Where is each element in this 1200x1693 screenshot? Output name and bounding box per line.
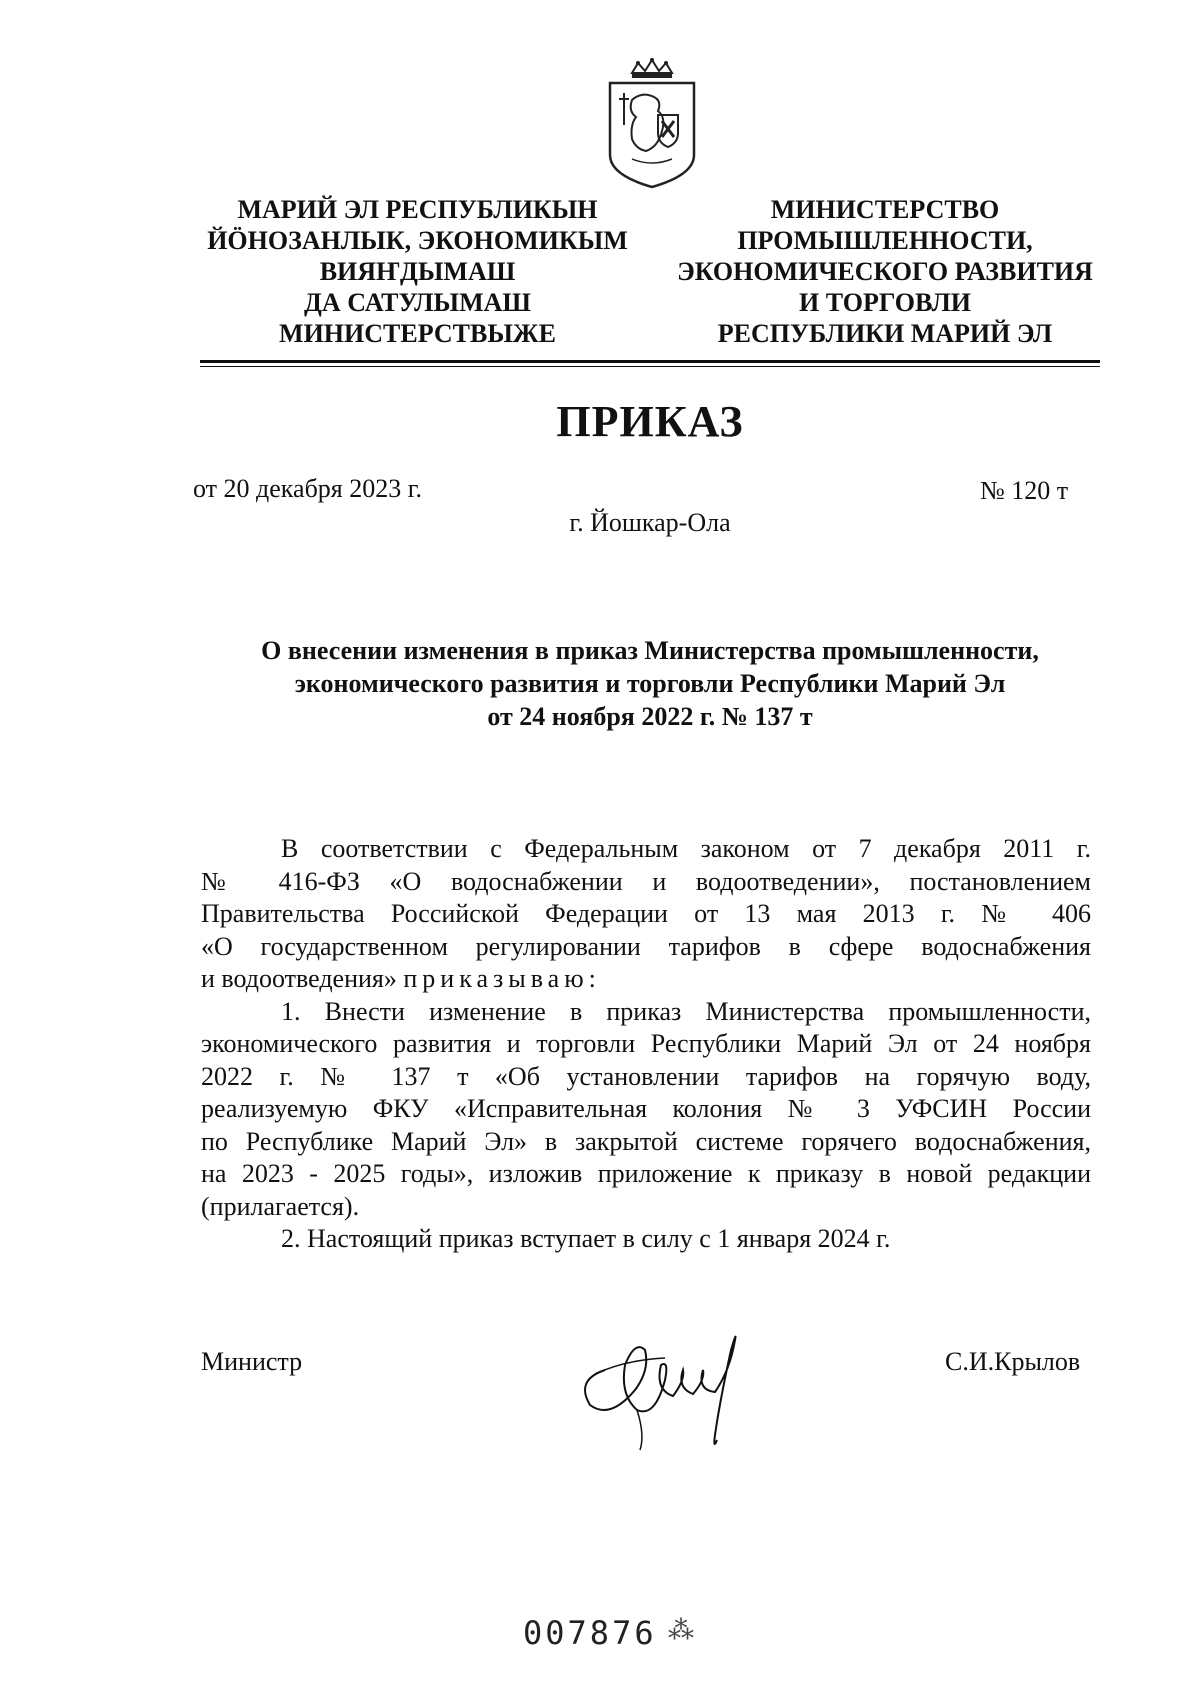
ministry-name-line: МИНИСТЕРСТВО bbox=[770, 195, 1000, 224]
document-number: № 120 т bbox=[980, 476, 1069, 505]
ministry-name-mari bbox=[190, 194, 645, 349]
ministry-name-line: МАРИЙ ЭЛ РЕСПУБЛИКЫН bbox=[237, 195, 598, 224]
document-date: от 20 декабря 2023 г. bbox=[193, 474, 422, 503]
item-1-line: экономического развития и торговли Республики Марий Эл от 24 ноября bbox=[201, 1029, 1091, 1058]
serial-mark: ⁂ bbox=[668, 1616, 694, 1645]
body-line: «О государственном регулировании тарифов в сфере водоснабжения bbox=[201, 931, 1091, 961]
ministry-name-line: И ТОРГОВЛИ bbox=[799, 288, 971, 317]
ministry-name-line: ВИЯҤДЫМАШ bbox=[319, 257, 516, 286]
document-body bbox=[201, 833, 1091, 1256]
item-1-line: по Республике Марий Эл» в закрытой системе горячего водоснабжения, bbox=[201, 1126, 1091, 1156]
subject-line: О внесении изменения в приказ Министерства промышленности, bbox=[261, 636, 1039, 665]
body-line: № 416-ФЗ «О водоснабжении и водоотведении», постановлением bbox=[201, 866, 1091, 896]
body-line: В соответствии с Федеральным законом от 7 декабря 2011 г. bbox=[281, 834, 1091, 863]
ministry-name-line: ЭКОНОМИЧЕСКОГО РАЗВИТИЯ bbox=[677, 257, 1093, 286]
document-city: г. Йошкар-Ола bbox=[569, 508, 731, 537]
signer-name: С.И.Крылов bbox=[945, 1347, 1081, 1376]
signer-position: Министр bbox=[201, 1347, 303, 1376]
handwritten-signature bbox=[565, 1310, 790, 1460]
ministry-name-line: МИНИСТЕРСТВЫЖЕ bbox=[279, 319, 556, 348]
item-1-line: на 2023 - 2025 годы», изложив приложение к приказу в новой редакции bbox=[201, 1159, 1091, 1188]
ministry-name-line: ДА САТУЛЫМАШ bbox=[304, 288, 531, 317]
item-1-line: 1. Внести изменение в приказ Министерства промышленности, bbox=[281, 996, 1091, 1026]
header-divider-thin bbox=[200, 366, 1100, 367]
item-2-line: 2. Настоящий приказ вступает в силу с 1 января 2024 г. bbox=[281, 1224, 891, 1253]
document-subject bbox=[200, 634, 1100, 733]
item-1-line: (прилагается). bbox=[201, 1191, 360, 1221]
document-title: ПРИКАЗ bbox=[556, 397, 744, 446]
item-1-line: реализуемую ФКУ «Исправительная колония № 3 УФСИН России bbox=[201, 1094, 1091, 1123]
header-divider-thick bbox=[200, 360, 1100, 363]
subject-line: экономического развития и торговли Республики Марий Эл bbox=[294, 669, 1006, 698]
body-line-text: и водоотведения» bbox=[201, 964, 397, 993]
form-serial-number: 007876 bbox=[523, 1614, 657, 1652]
item-1-line: 2022 г. № 137 т «Об установлении тарифов на горячую воду, bbox=[201, 1061, 1091, 1091]
ministry-name-line: ПРОМЫШЛЕННОСТИ, bbox=[737, 226, 1033, 255]
coat-of-arms-emblem bbox=[602, 55, 702, 193]
ministry-name-russian bbox=[670, 194, 1100, 349]
body-line: Правительства Российской Федерации от 13 мая 2013 г. № 406 bbox=[201, 899, 1091, 928]
subject-line: от 24 ноября 2022 г. № 137 т bbox=[487, 702, 813, 731]
order-word: приказываю: bbox=[403, 964, 601, 993]
ministry-name-line: ЙӦНОЗАНЛЫК, ЭКОНОМИКЫМ bbox=[207, 226, 628, 255]
body-line bbox=[201, 963, 1091, 996]
ministry-name-line: РЕСПУБЛИКИ МАРИЙ ЭЛ bbox=[717, 319, 1053, 348]
